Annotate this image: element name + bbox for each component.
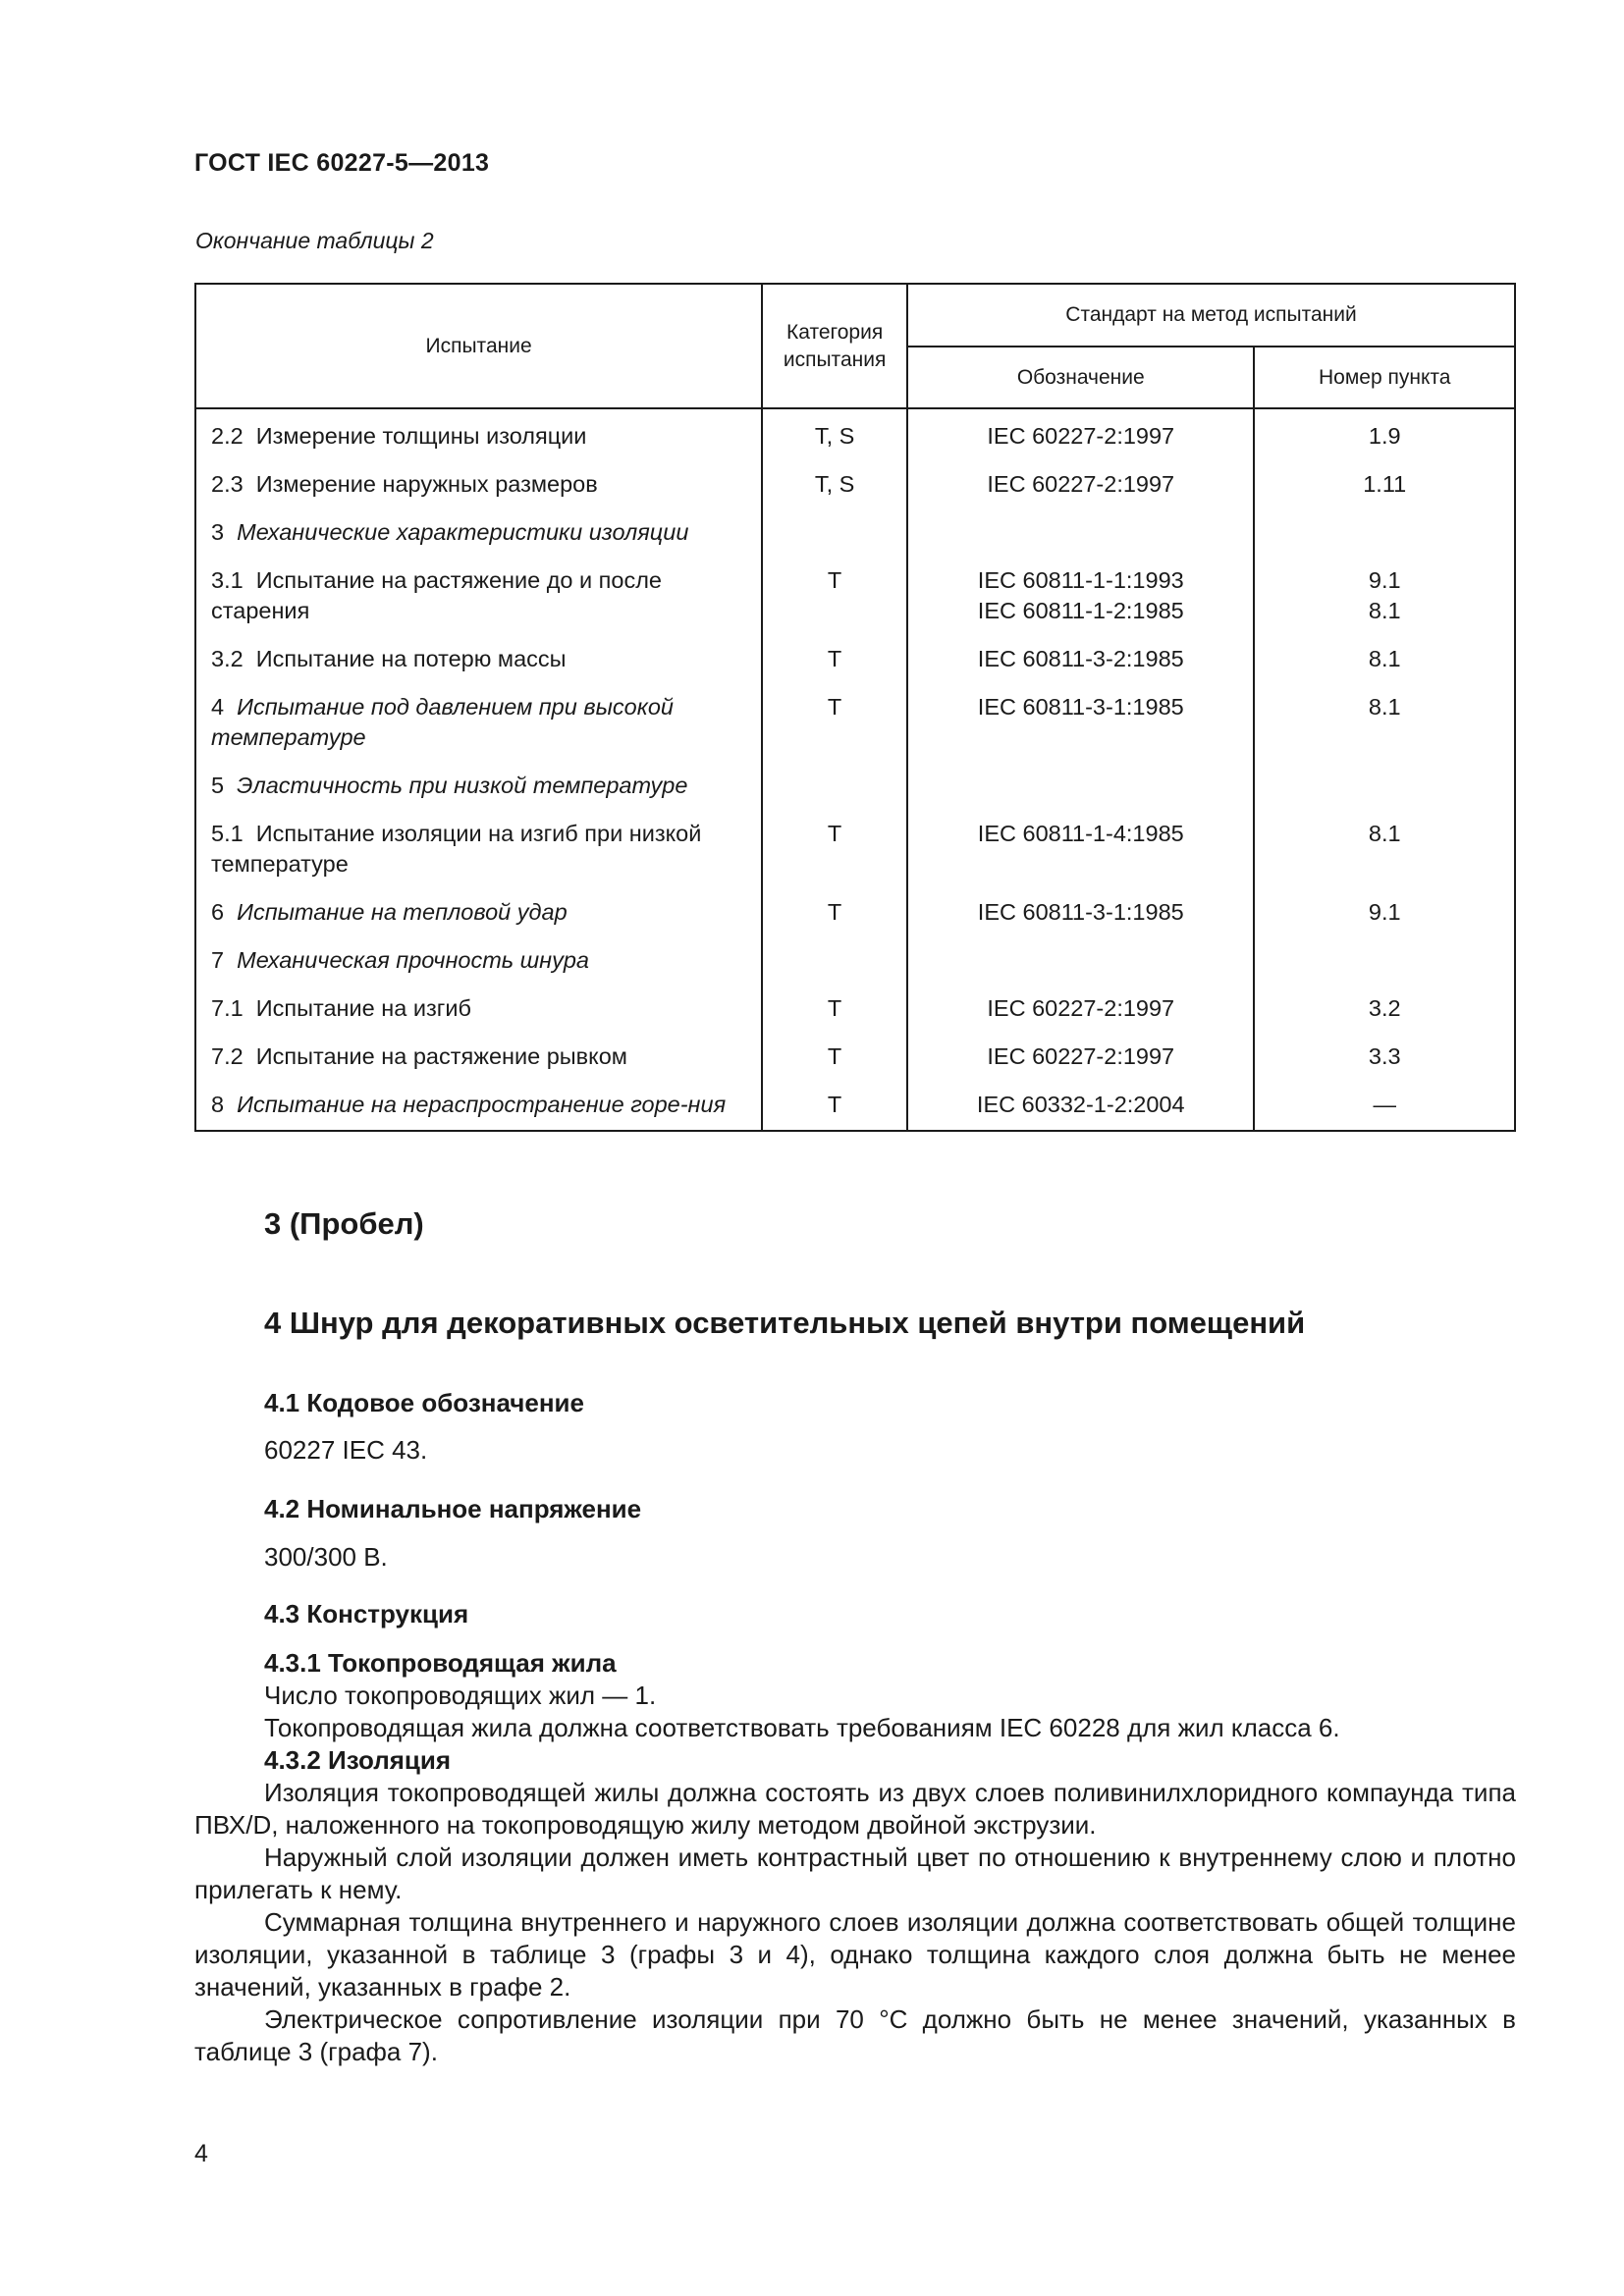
row-number: 4: [211, 694, 225, 720]
paragraph: Число токопроводящих жил — 1.: [264, 1681, 657, 1710]
table-row: [195, 993, 1515, 1041]
table-row: [195, 565, 1515, 644]
row-clause: 3.2: [1254, 993, 1515, 1041]
row-category: T: [762, 565, 907, 644]
rated-voltage-value: 300/300 В.: [264, 1542, 388, 1572]
row-standard: IEC 60227-2:1997: [907, 1041, 1254, 1090]
row-category: T, S: [762, 469, 907, 517]
row-number: 6: [211, 899, 225, 925]
row-standard: IEC 60811-1-4:1985: [907, 819, 1254, 897]
table-row: [195, 517, 1515, 565]
row-number: 5: [211, 773, 225, 798]
row-category: T, S: [762, 408, 907, 469]
row-category: T: [762, 1090, 907, 1131]
row-number: 7: [211, 947, 225, 973]
row-name: Испытание на потерю массы: [255, 646, 567, 671]
document-code: ГОСТ IEC 60227-5—2013: [194, 149, 490, 177]
section-4-1-heading: 4.1 Кодовое обозначение: [264, 1388, 584, 1417]
row-name: Измерение толщины изоляции: [255, 423, 587, 449]
row-clause: 1.9: [1254, 408, 1515, 469]
table-row: [195, 408, 1515, 469]
row-standard: IEC 60227-2:1997: [907, 993, 1254, 1041]
page-number: 4: [194, 2140, 208, 2167]
header-test: Испытание: [195, 284, 762, 408]
row-number: 3.1: [211, 567, 244, 593]
row-standard: IEC 60227-2:1997: [907, 469, 1254, 517]
row-category: T: [762, 1041, 907, 1090]
row-name: Механическая прочность шнура: [237, 947, 589, 973]
row-standard: IEC 60811-3-2:1985: [907, 644, 1254, 692]
header-designation: Обозначение: [907, 347, 1254, 408]
row-name: Механические характеристики изоляции: [237, 519, 689, 545]
row-name: Измерение наружных размеров: [255, 471, 598, 497]
row-number: 7.1: [211, 995, 244, 1021]
row-number: 7.2: [211, 1043, 244, 1069]
row-name: Испытание под давлением при высокой температуре: [211, 694, 674, 750]
header-clause: Номер пункта: [1254, 347, 1515, 408]
row-standard: IEC 60811-1-2:1985: [977, 598, 1184, 623]
construction-body: [194, 1647, 1516, 2068]
table-continuation-caption: Окончание таблицы 2: [195, 228, 434, 253]
row-standard: IEC 60811-3-1:1985: [907, 692, 1254, 771]
table-row: [195, 1041, 1515, 1090]
row-number: 2.3: [211, 471, 244, 497]
paragraph: Электрическое сопротивление изоляции при 70 °C должно быть не менее значений, указанных в таблице 3 (графа 7).: [194, 2004, 1516, 2066]
table-row: [195, 771, 1515, 819]
row-name: Испытание на растяжение до и после старения: [211, 567, 663, 623]
row-name: Испытание на тепловой удар: [237, 899, 568, 925]
section-4-2-heading: 4.2 Номинальное напряжение: [264, 1494, 642, 1523]
row-clause: 8.1: [1254, 819, 1515, 897]
row-clause: 8.1: [1254, 692, 1515, 771]
row-category: T: [762, 897, 907, 945]
row-clause: 9.1: [1368, 567, 1401, 593]
row-category: T: [762, 819, 907, 897]
table-row: [195, 945, 1515, 993]
row-clause: 8.1: [1254, 644, 1515, 692]
row-name: Испытание изоляции на изгиб при низкой температуре: [211, 821, 702, 877]
row-clause: 8.1: [1368, 598, 1401, 623]
code-designation-value: 60227 IEC 43.: [264, 1435, 428, 1465]
row-name: Испытание на изгиб: [255, 995, 471, 1021]
row-category: T: [762, 692, 907, 771]
table-row: [195, 644, 1515, 692]
paragraph: Суммарная толщина внутреннего и наружного слоев изоляции должна соответствовать общей толщине изоляции, указанной в таблице 3 (графы 3 и 4), однако толщина каждого слоя должна быть не менее значений, указанных в графе 2.: [194, 1907, 1516, 2002]
header-standard: Стандарт на метод испытаний: [907, 284, 1515, 347]
section-3-heading: 3 (Пробел): [264, 1206, 424, 1241]
row-name: Испытание на растяжение рывком: [255, 1043, 627, 1069]
tests-table: [194, 283, 1516, 1132]
row-clause: 9.1: [1254, 897, 1515, 945]
row-standard: IEC 60811-3-1:1985: [907, 897, 1254, 945]
section-4-3-1-heading: 4.3.1 Токопроводящая жила: [264, 1648, 617, 1678]
row-standard: IEC 60332-1-2:2004: [907, 1090, 1254, 1131]
row-number: 2.2: [211, 423, 244, 449]
table-row: [195, 469, 1515, 517]
paragraph: Изоляция токопроводящей жилы должна состоять из двух слоев поливинилхлоридного компаунда типа ПВХ/D, наложенного на токопроводящую жилу методом двойной экструзии.: [194, 1778, 1516, 1840]
table-row: [195, 819, 1515, 897]
row-standard: IEC 60227-2:1997: [907, 408, 1254, 469]
row-clause: 1.11: [1254, 469, 1515, 517]
paragraph: Наружный слой изоляции должен иметь контрастный цвет по отношению к внутреннему слою и плотно прилегать к нему.: [194, 1842, 1516, 1904]
section-4-3-2-heading: 4.3.2 Изоляция: [264, 1745, 452, 1775]
table-row: [195, 897, 1515, 945]
section-4-3-heading: 4.3 Конструкция: [264, 1599, 469, 1629]
paragraph: Токопроводящая жила должна соответствовать требованиям IEC 60228 для жил класса 6.: [264, 1713, 1340, 1742]
row-number: 8: [211, 1092, 225, 1117]
row-name: Эластичность при низкой температуре: [237, 773, 688, 798]
row-category: T: [762, 644, 907, 692]
row-name: Испытание на нераспространение горе-ния: [237, 1092, 727, 1117]
row-number: 5.1: [211, 821, 244, 846]
row-number: 3.2: [211, 646, 244, 671]
row-clause: —: [1254, 1090, 1515, 1131]
table-row: [195, 1090, 1515, 1131]
header-category: Категория испытания: [762, 284, 907, 408]
row-number: 3: [211, 519, 225, 545]
section-4-heading: 4 Шнур для декоративных осветительных цепей внутри помещений: [264, 1306, 1306, 1340]
row-clause: 3.3: [1254, 1041, 1515, 1090]
row-standard: IEC 60811-1-1:1993: [977, 567, 1184, 593]
table-row: [195, 692, 1515, 771]
row-category: T: [762, 993, 907, 1041]
